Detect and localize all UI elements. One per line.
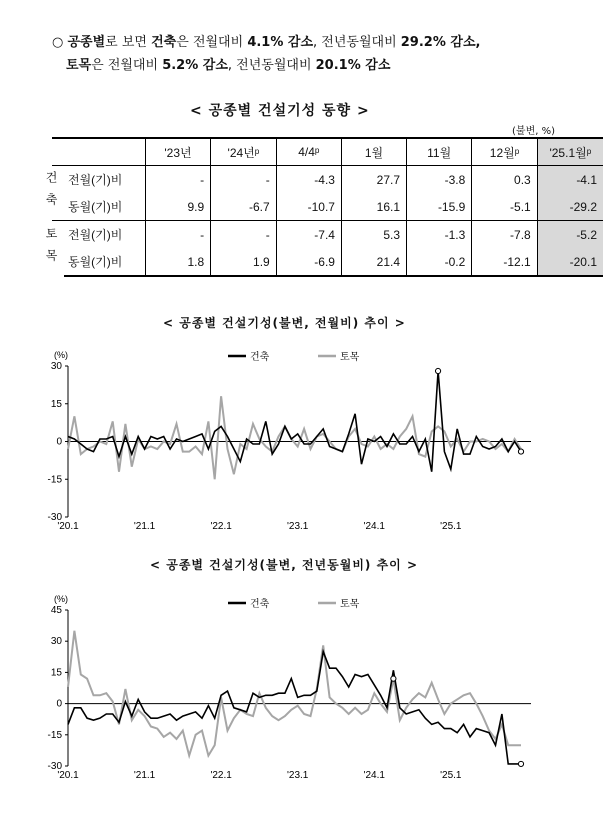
row-label: 동월(기)비 [64,248,145,276]
x-tick-label: '23.1 [287,521,309,532]
x-tick-label: '20.1 [57,521,79,532]
group-label: 건축 [44,171,58,215]
series-line-civil [68,396,521,479]
series-line-civil [68,631,521,756]
x-tick-label: '22.1 [210,770,232,781]
table-cell-current: -5.2 [537,221,603,249]
table-cell: - [211,166,277,194]
chart1-title: < 공종별 건설기성(불변, 전월비) 추이 > [163,316,406,330]
summary-line-2 [66,56,390,76]
summary-text-1 [67,35,480,50]
data-marker [435,368,440,373]
table-row [52,248,603,276]
table-cell: - [145,221,210,249]
summary-run: , 전년동월대비 [227,58,316,73]
summary-text-2 [66,58,390,73]
header-blank [52,138,145,166]
col-header: '24년ᵖ [211,138,277,166]
table-cell: -0.2 [407,248,472,276]
summary-line-1 [52,33,480,53]
y-axis-label: (%) [54,594,68,604]
chart-yoy [0,573,603,803]
x-tick-label: '25.1 [440,521,462,532]
table-cell: -12.1 [472,248,537,276]
summary-run: 토목 [66,58,92,73]
x-tick-label: '23.1 [287,770,309,781]
data-marker [391,676,396,681]
y-tick-label: 15 [50,398,62,410]
table-cell: -7.4 [276,221,341,249]
summary-run: , 전년동월대비 [313,35,401,50]
row-label: 전월(기)비 [64,166,145,194]
table-title: < 공종별 건설기성 동향 > [190,103,370,119]
table-cell: -10.7 [276,193,341,221]
y-tick-label: 0 [56,436,62,448]
summary-run: 5.2% 감소 [162,58,228,73]
legend-label: 건축 [250,352,270,363]
x-tick-label: '21.1 [133,770,156,781]
chart2-title: < 공종별 건설기성(불변, 전년동월비) 추이 > [150,558,418,572]
chart-mom [0,330,603,540]
y-tick-label: 30 [50,361,62,372]
series-line-building [68,371,521,472]
table-cell: -15.9 [407,193,472,221]
unit-label: (불변, %) [512,126,555,137]
y-axis-label: (%) [54,350,68,360]
y-tick-label: 15 [50,667,62,679]
x-tick-label: '21.1 [133,521,156,532]
summary-run: 4.1% 감소 [247,35,314,50]
table-row [52,166,603,194]
col-header-current: '25.1월ᵖ [537,138,603,166]
data-marker [518,449,523,454]
legend-label: 건축 [250,599,270,610]
y-tick-label: -30 [47,512,62,523]
summary-run: 건축 [151,35,177,50]
table-cell: -4.3 [276,166,341,194]
y-tick-label: -15 [47,729,62,741]
table-header-row [52,138,603,166]
table-cell: 27.7 [341,166,406,194]
bullet-circle: ○ [52,35,64,50]
summary-run: 로 보면 [105,35,152,50]
table-cell: -6.7 [211,193,277,221]
summary-run: 20.1% 감소 [315,58,391,73]
col-header: 11월 [407,138,472,166]
table-cell: -7.8 [472,221,537,249]
table-cell-current: -4.1 [537,166,603,194]
table-cell: 1.8 [145,248,210,276]
table-cell-current: -20.1 [537,248,603,276]
legend-label: 토목 [340,352,360,363]
table-cell: 21.4 [341,248,406,276]
table-row [52,193,603,221]
y-tick-label: -15 [47,474,62,486]
table-cell: -3.8 [407,166,472,194]
table-cell: 1.9 [211,248,277,276]
y-tick-label: -30 [47,761,62,772]
table-cell: 5.3 [341,221,406,249]
summary-run: 은 전월대비 [176,35,248,50]
table-cell: -6.9 [276,248,341,276]
table-cell: 16.1 [341,193,406,221]
y-tick-label: 30 [50,636,62,648]
x-tick-label: '20.1 [57,770,79,781]
table-cell: 9.9 [145,193,210,221]
y-tick-label: 0 [56,698,62,710]
table-cell-current: -29.2 [537,193,603,221]
col-header: 1월 [341,138,406,166]
data-marker [518,761,523,766]
table-row [52,221,603,249]
x-tick-label: '25.1 [440,770,462,781]
table-cell: -1.3 [407,221,472,249]
x-tick-label: '24.1 [363,770,385,781]
table-cell: - [211,221,277,249]
x-tick-label: '24.1 [363,521,385,532]
x-tick-label: '22.1 [210,521,232,532]
row-label: 동월(기)비 [64,193,145,221]
summary-run: 은 전월대비 [91,58,163,73]
table-cell: - [145,166,210,194]
group-label: 토목 [52,221,64,277]
col-header: 4/4ᵖ [276,138,341,166]
table-cell: 0.3 [472,166,537,194]
summary-run: 29.2% 감소, [400,35,481,50]
construction-table [44,137,603,277]
col-header: 12월ᵖ [472,138,537,166]
y-tick-label: 45 [50,605,62,616]
legend-label: 토목 [340,599,360,610]
table-cell: -5.1 [472,193,537,221]
col-header: '23년 [145,138,210,166]
row-label: 전월(기)비 [64,221,145,249]
summary-run: 공종별 [67,35,106,50]
